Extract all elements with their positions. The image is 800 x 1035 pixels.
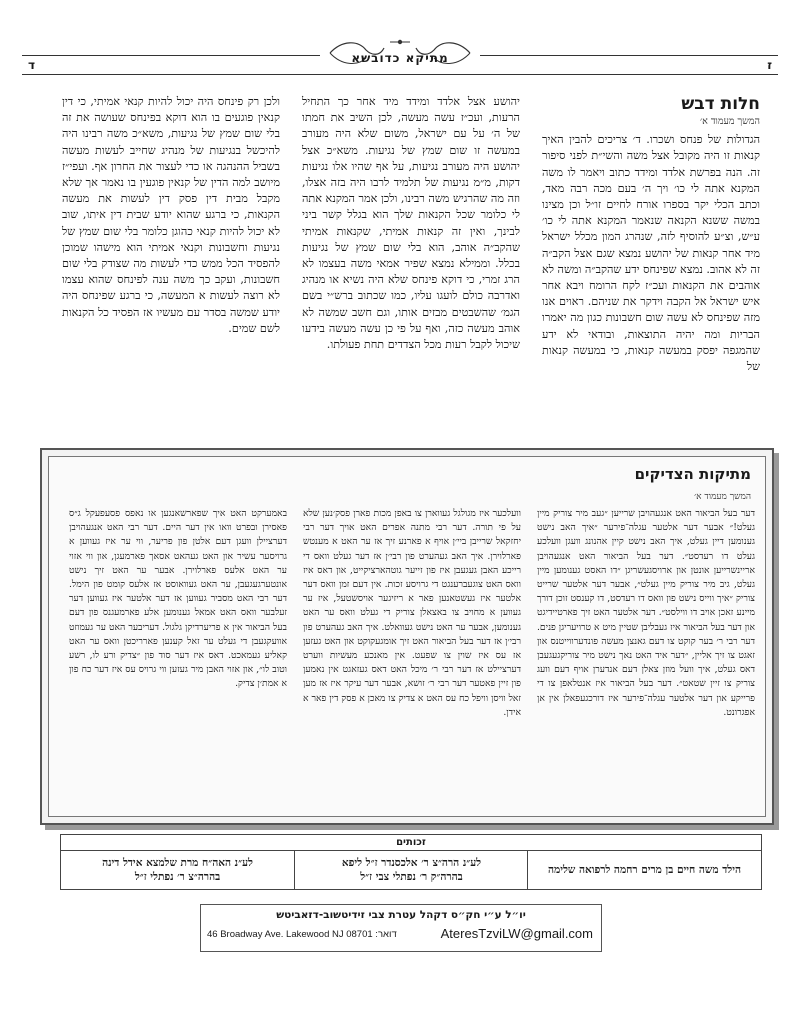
box-column-1 <box>537 507 755 720</box>
article-column-3 <box>62 94 280 337</box>
publisher-email-link[interactable]: AteresTzviLW@gmail.com <box>440 926 593 941</box>
main-article <box>60 94 760 429</box>
header-title: מתיקא כדובשא <box>351 51 449 65</box>
page-number-left: ד <box>28 58 36 72</box>
dedications-title: זכותים <box>61 835 761 851</box>
page-number-right: ז <box>767 58 772 72</box>
page-header <box>22 36 778 76</box>
box-column-3 <box>69 507 287 692</box>
dedication-cell-left <box>61 851 294 889</box>
dedication-right-text: הילד משה חיים בן מרים רחמה לרפואה שלימה <box>548 864 741 876</box>
dedication-cell-center <box>294 851 528 889</box>
box-title: מתיקות הצדיקים <box>634 465 751 483</box>
box-text-2: וועלכער איז מגולגל געווארן צו באפן מכות פארן פסק׳נען שלא על פי תורה. דער רבי מתנה אפרים האט אויך דער רבי יחזקאל שרייבן ביי׳ן אויף א פארנע זיך אז ער האט א מענטש פארלוירן. איך האב געהערט פון רבי׳ן אז דער געלט וואס די רייכע האבן געגעבן איז פון זייער גוטהארציקייט, און דאס איז וואס האט צוגעברענגט די גרויסע זכות. אין דעם זמן וואס דער אלטער איז געשטאנען פאר א ריזיגער אויסשטעל, איז ער געווען א מחויב צו באצאלן צוריק די געלט וואס ער האט גענומען, אבער ער האט נישט געוואלט. איך האב געהערט פון רבי׳ן אז דער בעל הביאור האט זיך אומגעקוקט און האט געזען אז עס איז שוין צו שפעט. אין מאנכע מעשיות ווערט דערציילט אז דער רבי ר׳ מיכל האט דאס געזאגט אין נאמען פון זיין פאטער דער רבי ר׳ זושא, אבער דער עיקר איז אז מען זאל וויסן וויפל כח עס האט א צדיק צו מאכן א פסק דין פאר א אידן. <box>303 508 521 718</box>
article-text-1: הגדולות של פנחס ושכרו. ד׳ צריכים להבין האיך קנאות זו היה מקובל אצל משה והשי״ת לפני סיפור זה. הנה בפרשת אלדד ומידד כתוב ויאמר לו משה המקנא אתה לי כו׳ ויך ה׳ בעם מכה רבה מאד, וכתב הכלי יקר בספרו אורח לחיים זו״ל וכן מצינו במשה ששנא הקנאה שנאמר המקנא אתה לי כו׳ ע״ש, וצ״ע להוסיף לזה, שנהרג המון מכלל ישראל מיד אחר קנאות של יהושע נמצא שגם אצל הקב״ה זה לא אהוב. נמצא שפינחס ידע שהקב״ה ומשה לא אוהבים את הקנאות ועכ״ז לקח הרומח ויבא אחר איש ישראל אל הקבה וידקר את שניהם. ראוים אנו מזה שפינחס לא עשה שום חשבונות כגון מה יאמרו הבריות ומה יהיה התוצאות, ובודאי לא ידע שהמגפה יפסק במעשה קנאות, כי במעשה קנאות של <box>542 133 760 374</box>
box-text-1: דער בעל הביאור האט אנגעהויבן שרייען ״געב מיר צוריק מיין געלט!״ אבער דער אלטער עגלה־פירער ״איך האב נישט גענומען דיין געלט, איך האב נישט קיין אהנונג וועגן וועלכע געלט דו רעדסט״. דער בעל הביאור האט אנגעהויבן אריינשרייען אונטן און ארויסגעשריגן ״דו האסט גענומען מיין געלט, גיב מיר צוריק מיין געלט״, אבער דער אלטער שרייט צוריק ״איך ווייס נישט פון וואס דו רעדסט, דו קענסט זוכן דורך מיינע זאכן אויב דו ווילסט״. דער אלטער האט זיך פארטיידיגט און דער בעל הביאור איז געבליבן שטיין מיט א טרויעריגן פנים. דער רבי ר׳ בער קוקט צו דעם גאנצן מעשה פונדערווייטנס און זאגט צו זיך אליין, ״דער איד האט נאך נישט מיר צוריקגעגעבן דאס געלט, איך וועל מוזן צאלן דעם אנדערן אויף דעם וועג צוריק צו זיין שטאט״. דער בעל הביאור איז אנטלאפן צו די פרייקע און דער אלטער עגלה־פירער איז דורכגעפאלן אין אן אפגרונט. <box>537 508 755 718</box>
article-column-1 <box>542 94 760 375</box>
article-text-3: ולכן רק פינחס היה יכול להיות קנאי אמיתי, כי דין קנאין פוגעים בו הוא דוקא בפינחס שעושה את זה בלי שום שמץ של נגיעות, משא״כ משה רבינו היה להיכשל בנגיעות של מנהיג שחייב לעשות מעשה בשביל ההנהגה או כדי לעצור את החרון אף. ועפי״ז מיושב למה הדין של קנאין פוגעין בו נאמר אך שלא מקבל מבית דין פסק דין לעשות את מעשה הקנאות, כי ברגע שהוא יודע שבית דין איתו, שוב לא יכול להיות קנאי כהוגן כלומר בלי שום שמץ של נגיעות וחשבונות וקנאי אמיתי הוא מישהו שמוכן להפסיד הכל ממש כדי לעשות מה שצודק בלי שום חשבונות, ועקב כך משה ענה לפינחס שהוא עצמו לא רוצה לעשות א המעשה, כי ברגע שפינחס היה יודע שמשה בסדר עם מעשיו אז הפסיד כל הקנאות לשם שמים. <box>62 95 280 335</box>
article-column-2 <box>302 94 520 353</box>
box-continued-note: המשך מעמוד א׳ <box>694 492 751 502</box>
dedication-center-line1: לע״נ הרה״צ ר׳ אלכסנדר ז״ל ליפא <box>341 857 482 869</box>
dedication-cell-right <box>527 851 761 889</box>
article-title: חלות דבש <box>681 94 760 114</box>
article-continued-note: המשך מעמוד א׳ <box>699 116 760 127</box>
box-column-2 <box>303 507 521 720</box>
publisher-address: 46 Broadway Ave. Lakewood NJ 08701 :דואר <box>207 929 397 940</box>
tzaddikim-box-inner <box>48 456 766 817</box>
dedication-left-line1: לע״נ האה״ח מרת שלמצא אידל דינה <box>102 857 253 869</box>
dedication-center-line2: בהרה״ק ר׳ נפתלי צבי ז״ל <box>360 871 463 883</box>
header-rule-bottom <box>22 74 778 75</box>
box-text-3: באמערקט האט איך שפארשאנגען או נאפס פסעפעקל ג״ס פאסירן ובפרט וואו אין דער היים. דער רבי האט אנגעהויבן דערציילן וועגן דעם אלטן פון פריער, ווי ער איז געווען א גרויסער עשיר און האט געהאט אסאך פארמעגן, און ווי אזוי ער האט אלעס פארלוירן. אבער ער האט זיך נישט אונטערגעגעבן, ער האט געוואוסט אז אלעס קומט פון הימל. דער רבי האט מסביר געווען אז דער אלטער איז געווען דער זעלבער וואס האט אמאל גענומען אלע פארמעגנס פון דעם בעל הביאור אין א פריערדיקן גלגול. דעריבער האט ער געמוזט אוועקגעבן די געלט ער זאל קענען פארריכטן וואס ער האט קאליע געמאכט. דאס איז דער סוד פון ״צדיק ורע לו, רשע וטוב לו״, און אזוי האבן מיר געזען ווי גרויס עס איז דער כח פון א אמת׳ן צדיק. <box>69 508 287 690</box>
dedication-left-line2: בהרה״צ ר׳ נפתלי ז״ל <box>134 871 221 883</box>
article-text-2: יהושע אצל אלדד ומידד מיד אחר כך התחיל הרעות, ועכ״ז עשה מעשה, לכן השיב את חמתו של ה׳ על עם ישראל, משום שלא היה מעורב במעשה זו שום שמץ של נגיעות. משא״כ אצל יהושע היה מעורב נגיעות, על אף שהיו אלו נגיעות דקות, מ״מ נגיעות של תלמיד לרבו היה בזה אצלו, וזה מה שהרגיש משה רבינו, ולכן אמר המקנא אתה לי כלומר שכל הקנאות שלך הוא בגלל קשר ביני לבינך, ואין זה קנאות אמיתי, שקנאות אמיתי שהקב״ה אוהב, הוא בלי שום שמץ של נגיעות בכלל. וממילא נמצא שפיר אמאי משה בעצמו לא הרג זמרי, כי דוקא פינחס שלא היה נשיא או מנהיג ואדרבה כולם לועגו עליו, כמו שכתוב ברש״י בשם הגמ׳ שהשבטים מבזים אותו, וגם חשב שמשה לא אוהב מעשה כזה, ואף על פי כן עשה מעשה בידעו שיכול לקבל רעות מכל הצדדים תחת פעולתו. <box>302 95 520 352</box>
publisher-footer <box>200 904 602 952</box>
tzaddikim-box <box>40 448 774 825</box>
publisher-name: יו״ל ע״י חק״ס דקהל עטרת צבי זידיטשוב-דזאביטש <box>276 909 526 921</box>
dedications-table <box>60 834 762 890</box>
